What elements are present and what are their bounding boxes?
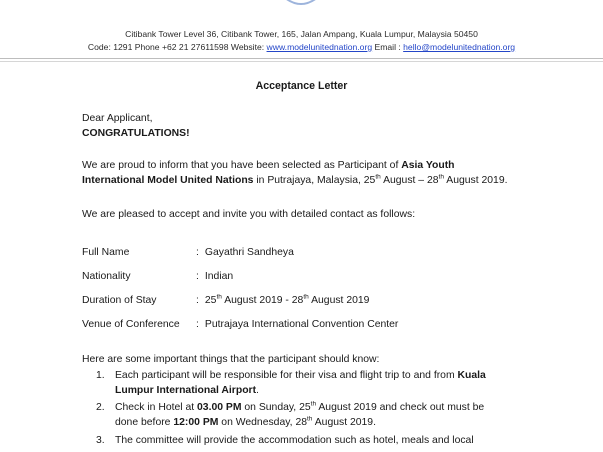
list-number: 2.	[96, 402, 105, 413]
header-divider-secondary	[0, 61, 603, 62]
congratulations-heading: CONGRATULATIONS!	[82, 128, 190, 139]
list-intro: Here are some important things that the participant should know:	[82, 354, 380, 365]
detail-value: Indian	[204, 271, 234, 282]
detail-label: Venue of Conference	[82, 319, 180, 330]
detail-label: Full Name	[82, 247, 130, 258]
email-link[interactable]: hello@modelunitednation.org	[403, 42, 516, 52]
event-name: Asia Youth	[401, 160, 455, 171]
website-link[interactable]: www.modelunitednation.org	[266, 42, 373, 52]
detail-value: 25th August 2019 - 28th August 2019	[204, 293, 370, 306]
selection-paragraph: We are proud to inform that you have been selected as Participant of Asia Youth International Model United Nations in Putrajaya, Malaysia, 25th August – 28th August 2019.	[82, 160, 508, 186]
letter-page: Citibank Tower Level 36, Citibank Tower, 165, Jalan Ampang, Kuala Lumpur, Malaysia 50450 Code: 1291 Phone +62 21 27611598 Website: www.modelunitednation.org Email : hello@modelunitednation.org Acceptance Letter Dear Applicant, CONGRATULATIONS! We are proud to inform that you have been selected as Participant of Asia Youth International Model United Nations in Putrajaya, Malaysia, 25th August – 28th August 2019. We are pleased to accept and invite you with detailed contact as follows: Full Name : Gayathri Sandheya Nationality : Indian Duration of Stay : 25th August 2019 - 28th August 2019 Venue of Conference : Putrajaya International Convention Center Here are some important things that the participant should know: 1. Each participant will be responsible for their visa and flight trip to and from Kuala Lumpur International Airport. 2. Check in Hotel at 03.00 PM on Sunday, 25th August 2019 and check out must be done before 12:00 PM on Wednesday, 28th August 2019. 3. The committee will provide the accommodation such as hotel, meals and local	[0, 0, 603, 452]
letter-title: Acceptance Letter	[255, 80, 348, 92]
event-name-continued: International Model United Nations	[82, 175, 254, 186]
greeting: Dear Applicant,	[82, 113, 153, 124]
header-divider	[0, 58, 603, 59]
detail-value: Gayathri Sandheya	[204, 247, 294, 258]
contact-line: Code: 1291 Phone +62 21 27611598 Website: www.modelunitednation.org Email : hello@modelunitednation.org	[87, 42, 516, 52]
list-number: 1.	[96, 370, 105, 381]
detail-value: Putrajaya International Convention Center	[204, 319, 399, 330]
detail-label: Nationality	[82, 271, 131, 282]
organization-logo	[262, 0, 340, 18]
list-number: 3.	[96, 435, 105, 446]
address-line: Citibank Tower Level 36, Citibank Tower, 165, Jalan Ampang, Kuala Lumpur, Malaysia 50450	[125, 29, 478, 39]
invitation-paragraph: We are pleased to accept and invite you with detailed contact as follows:	[82, 209, 416, 220]
detail-label: Duration of Stay	[82, 295, 157, 306]
